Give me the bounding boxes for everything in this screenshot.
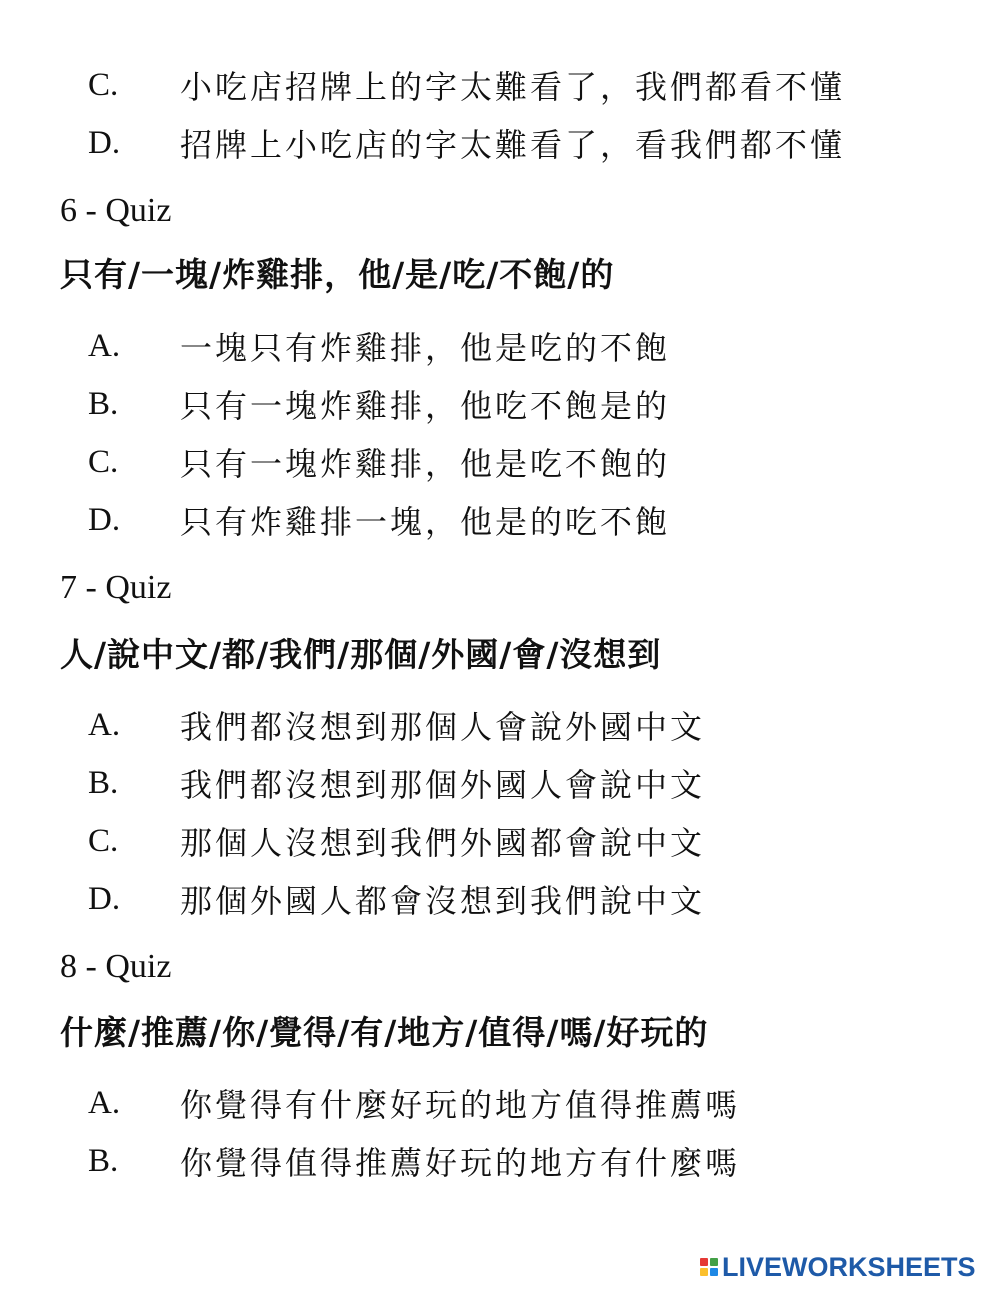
quiz-prompt: 人/說中文/都/我們/那個/外國/會/沒想到 bbox=[60, 635, 662, 674]
option-text: 我們都沒想到那個外國人會說中文 bbox=[180, 766, 706, 804]
option-text: 你覺得值得推薦好玩的地方有什麼嗎 bbox=[180, 1144, 741, 1182]
brand-name: LIVEWORKSHEETS bbox=[722, 1251, 976, 1282]
option-letter: A. bbox=[88, 706, 121, 743]
option-text: 只有一塊炸雞排，他吃不飽是的 bbox=[180, 387, 671, 425]
option-row[interactable] bbox=[88, 702, 705, 748]
liveworksheets-logo-icon bbox=[700, 1258, 718, 1276]
option-letter: A. bbox=[88, 327, 121, 364]
option-row[interactable] bbox=[88, 323, 670, 369]
option-row[interactable] bbox=[88, 1138, 740, 1184]
logo-square-icon bbox=[700, 1258, 708, 1266]
option-row[interactable] bbox=[88, 120, 845, 166]
logo-square-icon bbox=[710, 1258, 718, 1266]
option-row[interactable] bbox=[88, 439, 670, 485]
option-text: 你覺得有什麼好玩的地方值得推薦嗎 bbox=[180, 1086, 741, 1124]
option-text: 那個外國人都會沒想到我們說中文 bbox=[180, 882, 706, 920]
option-letter: B. bbox=[88, 1142, 119, 1179]
quiz-label: 6 - Quiz bbox=[60, 192, 172, 229]
logo-square-icon bbox=[710, 1268, 718, 1276]
option-letter: D. bbox=[88, 880, 121, 917]
option-row[interactable] bbox=[88, 760, 705, 806]
option-letter: D. bbox=[88, 501, 121, 538]
logo-square-icon bbox=[700, 1268, 708, 1276]
option-text: 只有一塊炸雞排，他是吃不飽的 bbox=[180, 445, 671, 483]
option-row[interactable] bbox=[88, 1080, 740, 1126]
option-letter: D. bbox=[88, 124, 121, 161]
option-row[interactable] bbox=[88, 381, 670, 427]
option-row[interactable] bbox=[88, 62, 845, 108]
option-row[interactable] bbox=[88, 497, 670, 543]
option-row[interactable] bbox=[88, 818, 705, 864]
option-letter: B. bbox=[88, 764, 119, 801]
option-letter: C. bbox=[88, 822, 119, 859]
option-text: 那個人沒想到我們外國都會說中文 bbox=[180, 824, 706, 862]
option-text: 我們都沒想到那個人會說外國中文 bbox=[180, 708, 706, 746]
option-text: 只有炸雞排一塊，他是的吃不飽 bbox=[180, 503, 671, 541]
option-text: 一塊只有炸雞排，他是吃的不飽 bbox=[180, 329, 671, 367]
option-letter: B. bbox=[88, 385, 119, 422]
option-row[interactable] bbox=[88, 876, 705, 922]
option-letter: C. bbox=[88, 443, 119, 480]
quiz-prompt: 只有/一塊/炸雞排，他/是/吃/不飽/的 bbox=[60, 255, 615, 294]
option-letter: C. bbox=[88, 66, 119, 103]
quiz-label: 7 - Quiz bbox=[60, 569, 172, 606]
option-letter: A. bbox=[88, 1084, 121, 1121]
option-text: 小吃店招牌上的字太難看了，我們都看不懂 bbox=[180, 68, 846, 106]
quiz-prompt: 什麼/推薦/你/覺得/有/地方/值得/嗎/好玩的 bbox=[60, 1013, 709, 1052]
liveworksheets-logo[interactable] bbox=[700, 1252, 976, 1282]
option-text: 招牌上小吃店的字太難看了，看我們都不懂 bbox=[180, 126, 846, 164]
quiz-label: 8 - Quiz bbox=[60, 948, 172, 985]
